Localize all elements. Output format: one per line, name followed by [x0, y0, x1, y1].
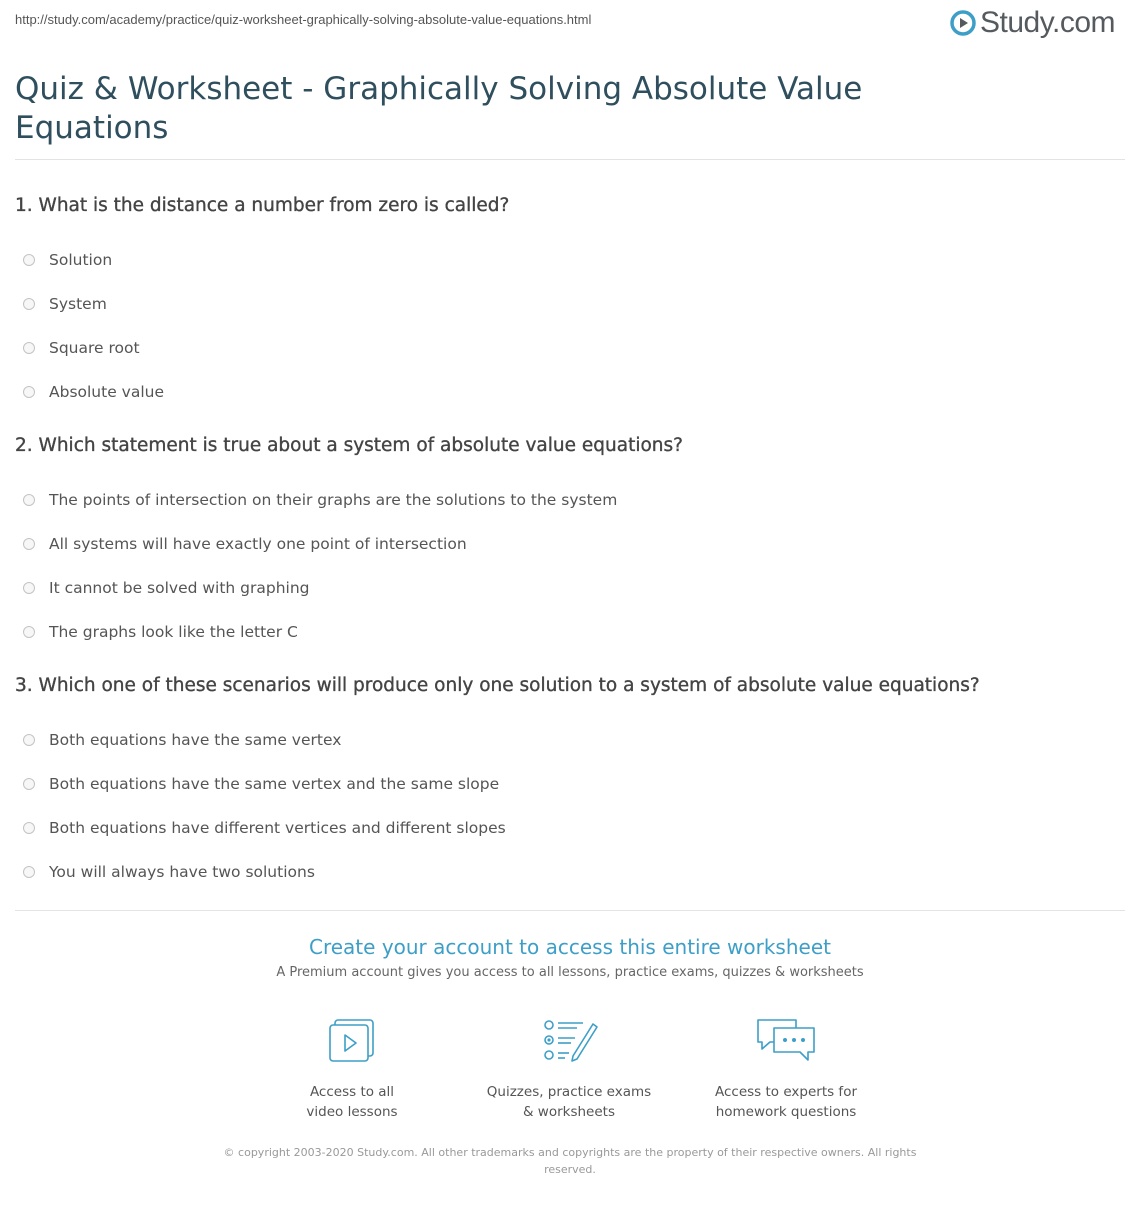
video-lessons-icon: [324, 1016, 380, 1064]
feature-label-line-2: & worksheets: [522, 1104, 615, 1120]
answer-option[interactable]: [15, 718, 1125, 762]
answer-label: The points of intersection on their graphs are the solutions to the system: [49, 491, 618, 509]
radio-button[interactable]: [23, 538, 35, 550]
question-title: 1. What is the distance a number from zero is called?: [15, 195, 510, 216]
question-1: [15, 194, 1125, 414]
feature-video-lessons: [252, 1016, 452, 1122]
answer-option[interactable]: [15, 326, 1125, 370]
question-title: 2. Which statement is true about a system of absolute value equations?: [15, 435, 683, 456]
answer-label: Both equations have the same vertex and the same slope: [49, 775, 500, 793]
page-title: Quiz & Worksheet - Graphically Solving Absolute Value Equations: [15, 71, 863, 146]
answer-option[interactable]: [15, 370, 1125, 414]
answer-list: [15, 238, 1125, 414]
answer-label: Both equations have different vertices and different slopes: [49, 819, 506, 837]
radio-button[interactable]: [23, 734, 35, 746]
answer-option[interactable]: [15, 282, 1125, 326]
question-2: [15, 434, 1125, 654]
radio-button[interactable]: [23, 626, 35, 638]
title-divider: [15, 159, 1125, 160]
answer-option[interactable]: [15, 566, 1125, 610]
answer-list: [15, 478, 1125, 654]
cta-divider: [15, 910, 1125, 911]
answer-label: It cannot be solved with graphing: [49, 579, 310, 597]
feature-label: [252, 1082, 452, 1122]
answer-list: [15, 718, 1125, 894]
feature-label-line-1: Access to experts for: [714, 1084, 857, 1100]
feature-label-line-1: Quizzes, practice exams: [486, 1084, 652, 1100]
answer-label: Square root: [49, 339, 140, 357]
feature-label: [686, 1082, 886, 1122]
radio-button[interactable]: [23, 822, 35, 834]
radio-button[interactable]: [23, 254, 35, 266]
logo-text: Study.com: [980, 6, 1115, 39]
radio-button[interactable]: [23, 342, 35, 354]
copyright-notice: © copyright 2003-2020 Study.com. All other trademarks and copyrights are the property of their respective owners. All rights reserved.: [223, 1146, 917, 1176]
play-circle-icon: [950, 10, 976, 36]
radio-button[interactable]: [23, 778, 35, 790]
cta-subheading: A Premium account gives you access to all lessons, practice exams, quizzes & worksheets: [276, 965, 864, 980]
radio-button[interactable]: [23, 494, 35, 506]
answer-option[interactable]: [15, 478, 1125, 522]
chat-bubbles-icon: [754, 1016, 818, 1064]
question-3: [15, 674, 1125, 894]
feature-quizzes: [469, 1016, 669, 1122]
answer-label: The graphs look like the letter C: [49, 623, 298, 641]
answer-option[interactable]: [15, 850, 1125, 894]
answer-option[interactable]: [15, 610, 1125, 654]
answer-label: You will always have two solutions: [49, 863, 315, 881]
feature-label-line-1: Access to all: [309, 1084, 395, 1100]
question-title: 3. Which one of these scenarios will produce only one solution to a system of absolute value equations?: [15, 675, 980, 696]
answer-label: Solution: [49, 251, 113, 269]
answer-option[interactable]: [15, 522, 1125, 566]
feature-experts: [686, 1016, 886, 1122]
radio-button[interactable]: [23, 386, 35, 398]
answer-label: System: [49, 295, 107, 313]
create-account-link[interactable]: Create your account to access this entire worksheet: [309, 935, 831, 959]
feature-label-line-2: homework questions: [715, 1104, 857, 1120]
radio-button[interactable]: [23, 582, 35, 594]
radio-button[interactable]: [23, 298, 35, 310]
answer-label: Absolute value: [49, 383, 165, 401]
feature-label: [469, 1082, 669, 1122]
page-url: http://study.com/academy/practice/quiz-worksheet-graphically-solving-absolute-value-equations.html: [15, 12, 592, 27]
feature-label-line-2: video lessons: [306, 1104, 398, 1120]
answer-label: All systems will have exactly one point of intersection: [49, 535, 467, 553]
answer-option[interactable]: [15, 806, 1125, 850]
answer-label: Both equations have the same vertex: [49, 731, 342, 749]
answer-option[interactable]: [15, 762, 1125, 806]
study-logo[interactable]: [950, 6, 1115, 40]
radio-button[interactable]: [23, 866, 35, 878]
quiz-checklist-icon: [539, 1016, 599, 1064]
answer-option[interactable]: [15, 238, 1125, 282]
